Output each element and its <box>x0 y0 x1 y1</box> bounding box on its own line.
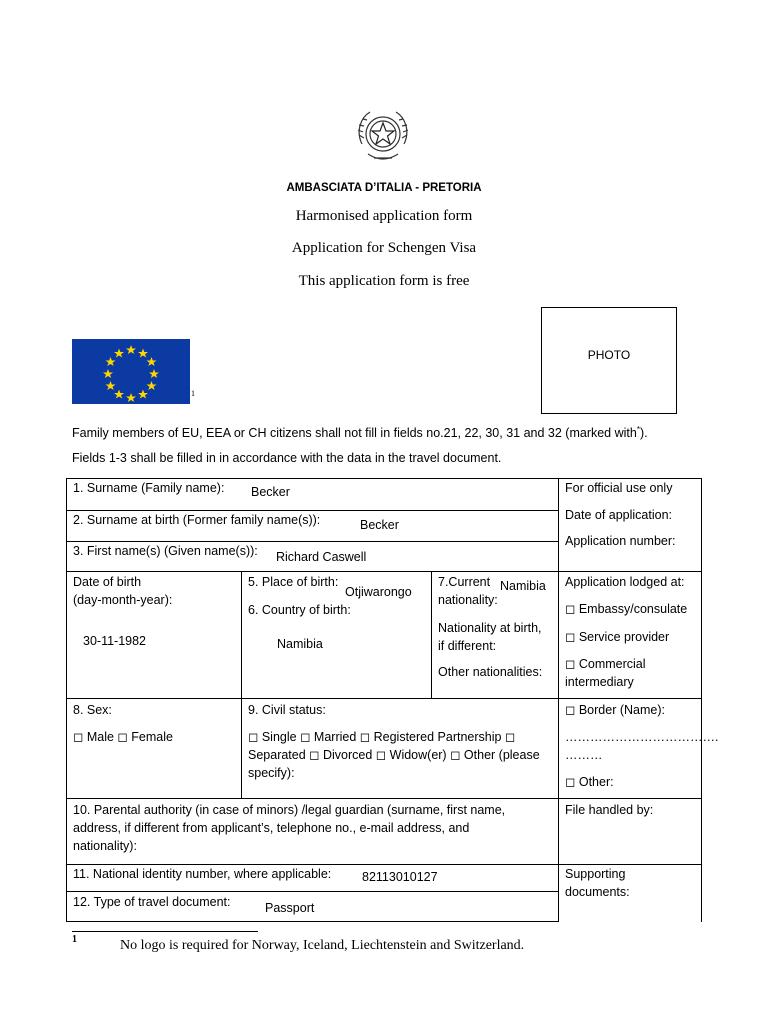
other-option: ◻ Other: <box>565 775 614 789</box>
country-of-birth-field[interactable]: Namibia <box>277 637 323 651</box>
footnote-number: 1 <box>72 934 77 945</box>
eu-flag-icon <box>72 339 190 404</box>
travel-document-field[interactable]: Passport <box>265 901 315 915</box>
travel-document-label: 12. Type of travel document: <box>73 895 231 909</box>
surname-label: 1. Surname (Family name): <box>73 481 225 495</box>
national-id-label: 11. National identity number, where applicable: <box>73 867 332 881</box>
supporting-documents-label: Supporting documents: <box>565 867 630 899</box>
application-number-label: Application number: <box>565 534 676 548</box>
surname-at-birth-field[interactable]: Becker <box>360 518 399 532</box>
nationality-at-birth-label: Nationality at birth, if different: <box>438 621 542 653</box>
surname-field[interactable]: Becker <box>251 485 290 499</box>
form-title: Harmonised application form <box>295 208 473 224</box>
sex-options[interactable]: ◻ Male ◻ Female <box>73 730 173 744</box>
photo-label: PHOTO <box>587 348 631 362</box>
other-nationalities-label: Other nationalities: <box>438 665 543 679</box>
family-members-note: Family members of EU, EEA or CH citizens shall not fill in fields no.21, 22, 30, 31 and 32 (marked with*). <box>72 425 648 441</box>
dob-field[interactable]: 30-11-1982 <box>83 634 147 648</box>
form-subtitle: Application for Schengen Visa <box>291 240 477 256</box>
surname-at-birth-label: 2. Surname at birth (Former family name(s)): <box>73 513 321 527</box>
footnote-separator <box>72 931 258 932</box>
footnote-text: No logo is required for Norway, Iceland, Liechtenstein and Switzerland. <box>120 938 525 953</box>
italy-emblem-icon <box>352 104 414 168</box>
photo-box <box>541 307 677 414</box>
embassy-consulate-option: ◻ Embassy/consulate <box>565 602 688 616</box>
free-notice: This application form is free <box>298 273 470 289</box>
border-option: ◻ Border (Name): <box>565 703 665 717</box>
flag-footnote-mark: 1 <box>191 389 195 398</box>
commercial-intermediary-option: ◻ Commercial intermediary <box>565 657 646 689</box>
sex-label: 8. Sex: <box>73 703 112 717</box>
parental-authority-label: 10. Parental authority (in case of minors) /legal guardian (surname, first name, address, if different from applicant’s, telephone no., e-mail address, and nationality): <box>73 803 506 853</box>
embassy-name: AMBASCIATA D’ITALIA - PRETORIA <box>286 182 482 194</box>
file-handled-label: File handled by: <box>565 803 654 817</box>
country-of-birth-label: 6. Country of birth: <box>248 603 351 617</box>
date-of-application-label: Date of application: <box>565 508 673 522</box>
first-names-label: 3. First name(s) (Given name(s)): <box>73 544 258 558</box>
civil-status-options[interactable]: ◻ Single ◻ Married ◻ Registered Partnership ◻ Separated ◻ Divorced ◻ Widow(er) ◻ Other (please specify): <box>248 730 540 780</box>
place-of-birth-field[interactable]: Otjiwarongo <box>345 585 412 599</box>
official-use-title: For official use only <box>565 481 673 495</box>
fields-note: Fields 1-3 shall be filled in in accordance with the data in the travel document. <box>72 451 502 465</box>
current-nationality-label: 7.Current nationality: <box>438 575 498 607</box>
border-dots: ………………………………. ……… <box>565 730 719 762</box>
national-id-field[interactable]: 82113010127 <box>362 870 438 884</box>
first-names-field[interactable]: Richard Caswell <box>276 550 367 564</box>
current-nationality-field[interactable]: Namibia <box>500 579 546 593</box>
civil-status-label: 9. Civil status: <box>248 703 326 717</box>
place-of-birth-label: 5. Place of birth: <box>248 575 339 589</box>
dob-label: Date of birth (day-month-year): <box>73 575 173 607</box>
application-lodged-label: Application lodged at: <box>565 575 685 589</box>
service-provider-option: ◻ Service provider <box>565 630 670 644</box>
